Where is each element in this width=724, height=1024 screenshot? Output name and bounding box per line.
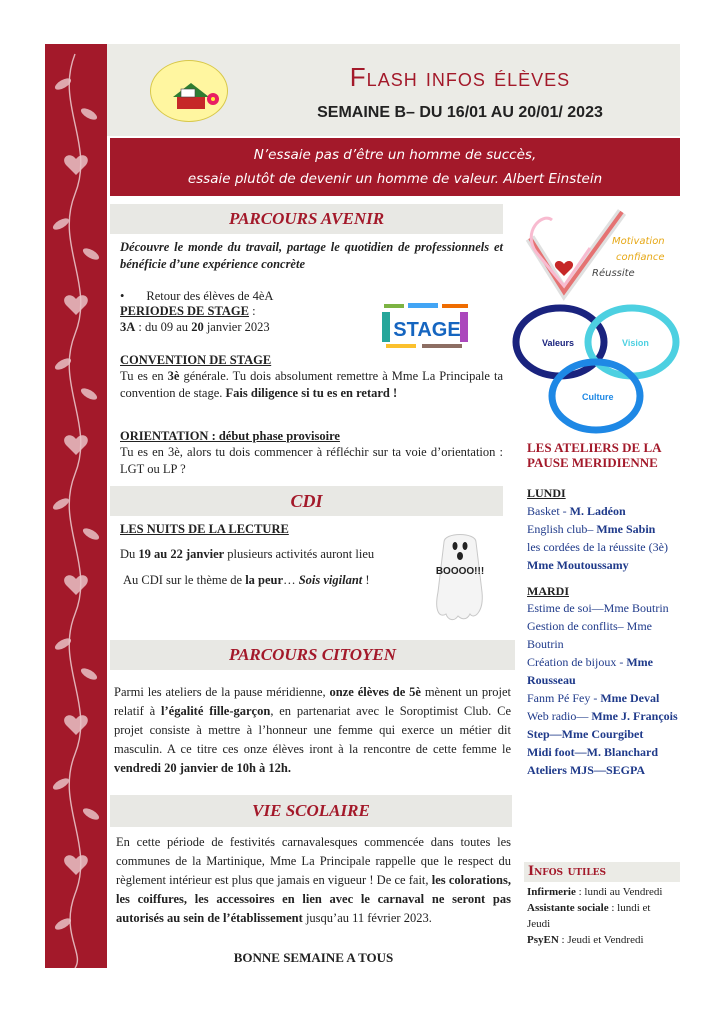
convention-text-b: 3è xyxy=(167,369,180,383)
cdi-line2-b: la peur xyxy=(245,573,284,587)
mardi-item xyxy=(527,599,687,617)
mardi-item-activity: Estime de soi—Mme Boutrin xyxy=(527,601,669,615)
school-logo xyxy=(150,60,228,122)
infos-label: Assistante sociale xyxy=(527,902,609,914)
citoyen-text-a: Parmi les ateliers de la pause méridienne, xyxy=(114,685,330,699)
cdi-line2-c: … xyxy=(283,573,299,587)
vision-label: Vision xyxy=(622,338,649,348)
valeurs-label: Valeurs xyxy=(542,338,575,348)
ghost-text: BOOOO!!! xyxy=(435,566,485,577)
mardi-list xyxy=(527,599,687,779)
mardi-item-teacher: Mme xyxy=(626,655,653,669)
periodes-dates xyxy=(120,319,380,336)
infos-line-infirmerie xyxy=(527,884,682,900)
periodes-date: 20 xyxy=(191,320,204,334)
cdi-line-2 xyxy=(123,572,423,589)
closing-message: BONNE SEMAINE A TOUS xyxy=(233,950,394,965)
citoyen-text-f: vendredi 20 janvier de 10h à 12h. xyxy=(114,761,291,775)
citoyen-text-b: onze élèves de 5è xyxy=(329,685,421,699)
infos-utiles-title: Infos utiles xyxy=(528,864,607,879)
periodes-colon: : xyxy=(248,304,256,318)
nuits-title: LES NUITS DE LA LECTURE xyxy=(120,522,289,536)
lundi-item-activity: English club– xyxy=(527,522,597,536)
week-subtitle: SEMAINE B– DU 16/01 AU 20/01/ 2023 xyxy=(317,104,603,121)
infos-value: : lundi et xyxy=(608,902,651,914)
convention-text-c: générale. Tu dois absolument remettre à Mme La Principale ta convention de stage. xyxy=(120,369,503,400)
lundi-item xyxy=(527,556,687,574)
infos-value: : lundi au Vendredi xyxy=(575,886,663,898)
cdi-line1-a: Du xyxy=(120,547,139,561)
confiance-label: confiance xyxy=(616,252,665,263)
nuits-heading xyxy=(120,521,420,538)
cdi-line1-b: 19 au 22 janvier xyxy=(138,547,225,561)
lundi-item xyxy=(527,538,687,556)
mardi-item-teacher: Mme J. François xyxy=(591,709,678,723)
culture-label: Culture xyxy=(582,392,614,402)
stage-word-cloud-image xyxy=(380,300,472,352)
lundi-item xyxy=(527,502,687,520)
infos-label: Infirmerie xyxy=(527,886,576,898)
mardi-item xyxy=(527,653,687,671)
convention-text xyxy=(120,368,503,402)
mardi-item xyxy=(527,761,687,779)
floral-pattern xyxy=(45,44,107,968)
mardi-item xyxy=(527,743,687,761)
convention-heading xyxy=(120,352,503,369)
infos-utiles-list xyxy=(527,884,682,948)
periodes-end: janvier 2023 xyxy=(203,320,270,334)
cdi-line2-e: ! xyxy=(362,573,370,587)
infos-value: : Jeudi et Vendredi xyxy=(558,934,644,946)
lundi-item-teacher: Mme Sabin xyxy=(596,522,656,536)
lundi-list xyxy=(527,502,687,574)
convention-text-d: Fais diligence si tu es en retard ! xyxy=(225,386,398,400)
vie-scolaire-text-b: les colorations, les coiffures, les accessoires en lien avec le carnaval ne seront pas autorisés au sein de l’établissement xyxy=(116,873,511,925)
lundi-item-teacher: M. Ladéon xyxy=(569,504,626,518)
mardi-item xyxy=(527,635,687,653)
section-cdi-header: CDI xyxy=(110,486,503,516)
stage-cloud-graphic xyxy=(380,300,472,352)
ghost-illustration xyxy=(424,532,496,624)
vie-scolaire-text xyxy=(116,833,511,928)
citoyen-text-c: mènent un projet relatif à xyxy=(114,685,512,718)
mardi-item xyxy=(527,725,687,743)
ateliers-title: LES ATELIERS DE LA PAUSE MERIDIENNE xyxy=(527,440,661,470)
mardi-item xyxy=(527,707,687,725)
mardi-item-activity: Fanm Pé Fey - xyxy=(527,691,601,705)
parcours-avenir-intro: Découvre le monde du travail, partage le quotidien de professionnels et bénéficie d’une expérience concrète xyxy=(120,240,503,271)
lundi-item-teacher: Mme Moutoussamy xyxy=(527,558,629,572)
orientation-text: Tu es en 3è, alors tu dois commencer à réfléchir sur ta voie d’orientation : LGT ou LP ? xyxy=(120,445,503,476)
mardi-item-activity: Création de bijoux - xyxy=(527,655,627,669)
cdi-line-1 xyxy=(120,546,420,563)
infos-line-assistante-cont: Jeudi xyxy=(527,918,551,930)
vie-scolaire-text-c: jusqu’au 11 février 2023. xyxy=(302,911,432,925)
orientation-heading xyxy=(120,428,503,445)
vie-scolaire-text-a: En cette période de festivités carnavalesques commencée dans toutes les communes de la Martinique, Mme La Principale rappelle que le respect du règlement intérieur est plus que jamais en vigueur ! De ce fait, xyxy=(116,835,511,887)
cdi-line2-a: Au CDI sur le thème de xyxy=(123,573,246,587)
mardi-item xyxy=(527,671,687,689)
bullet-dot-icon: • xyxy=(120,289,125,303)
orientation-title: ORIENTATION : début phase provisoire xyxy=(120,429,340,443)
periodes-title: PERIODES DE STAGE xyxy=(120,304,249,318)
mardi-item-teacher: Rousseau xyxy=(527,673,576,687)
periodes-heading xyxy=(120,303,380,320)
lundi-item-activity: les cordées de la réussite (3è) xyxy=(527,540,668,554)
mardi-item-teacher: Mme Deval xyxy=(600,691,660,705)
mardi-item xyxy=(527,689,687,707)
infos-line-psyen xyxy=(527,932,682,948)
mardi-item-activity: Gestion de conflits– Mme xyxy=(527,619,652,633)
stage-cloud-word: STAGE xyxy=(393,319,461,341)
logo-graphic xyxy=(151,61,229,123)
citoyen-text-d: l’égalité fille-garçon xyxy=(161,704,271,718)
quote-line-1: N’essaie pas d’être un homme de succès, xyxy=(253,147,537,163)
values-diagram xyxy=(512,202,684,434)
page-title: Flash infos élèves xyxy=(349,62,571,92)
bullet-text: Retour des élèves de 4èA xyxy=(146,289,274,303)
mardi-item-teacher: Ateliers MJS—SEGPA xyxy=(527,763,646,777)
lundi-item-activity: Basket - xyxy=(527,504,570,518)
mardi-item xyxy=(527,617,687,635)
mardi-heading: MARDI xyxy=(527,584,569,598)
values-graphic xyxy=(512,202,684,434)
parcours-citoyen-text xyxy=(114,683,511,778)
infos-line-assistante xyxy=(527,900,682,916)
convention-title: CONVENTION DE STAGE xyxy=(120,353,272,367)
cdi-line1-c: plusieurs activités auront lieu xyxy=(224,547,375,561)
section-parcours-citoyen-header: PARCOURS CITOYEN xyxy=(110,640,515,670)
lundi-heading: LUNDI xyxy=(527,486,566,500)
infos-label: PsyEN xyxy=(527,934,559,946)
motivation-label: Motivation xyxy=(612,236,665,247)
quote-text xyxy=(110,143,680,191)
mardi-item-teacher: Step—Mme Courgibet xyxy=(527,727,644,741)
mardi-item-activity: Boutrin xyxy=(527,637,564,651)
periodes-class: 3A xyxy=(120,320,136,334)
citoyen-text-e: , en partenariat avec le Soroptimist Club. Ce projet consiste à mettre à l’honneur une femme qui exerce un métier dit masculin. A ce titre ces onze élèves iront à la rencontre de cette femme le xyxy=(114,704,512,756)
periodes-mid: : du 09 au xyxy=(135,320,192,334)
reussite-label: Réussite xyxy=(592,268,635,279)
section-parcours-avenir-header: PARCOURS AVENIR xyxy=(110,204,503,234)
convention-text-a: Tu es en xyxy=(120,369,168,383)
lundi-item xyxy=(527,520,687,538)
decorative-band xyxy=(45,44,107,968)
quote-line-2: essaie plutôt de devenir un homme de valeur. Albert Einstein xyxy=(187,171,603,187)
mardi-item-teacher: Midi foot—M. Blanchard xyxy=(527,745,658,759)
section-vie-scolaire-header: VIE SCOLAIRE xyxy=(110,795,512,827)
mardi-item-activity: Web radio— xyxy=(527,709,592,723)
cdi-line2-d: Sois vigilant xyxy=(298,573,363,587)
ghost-icon xyxy=(424,532,496,624)
